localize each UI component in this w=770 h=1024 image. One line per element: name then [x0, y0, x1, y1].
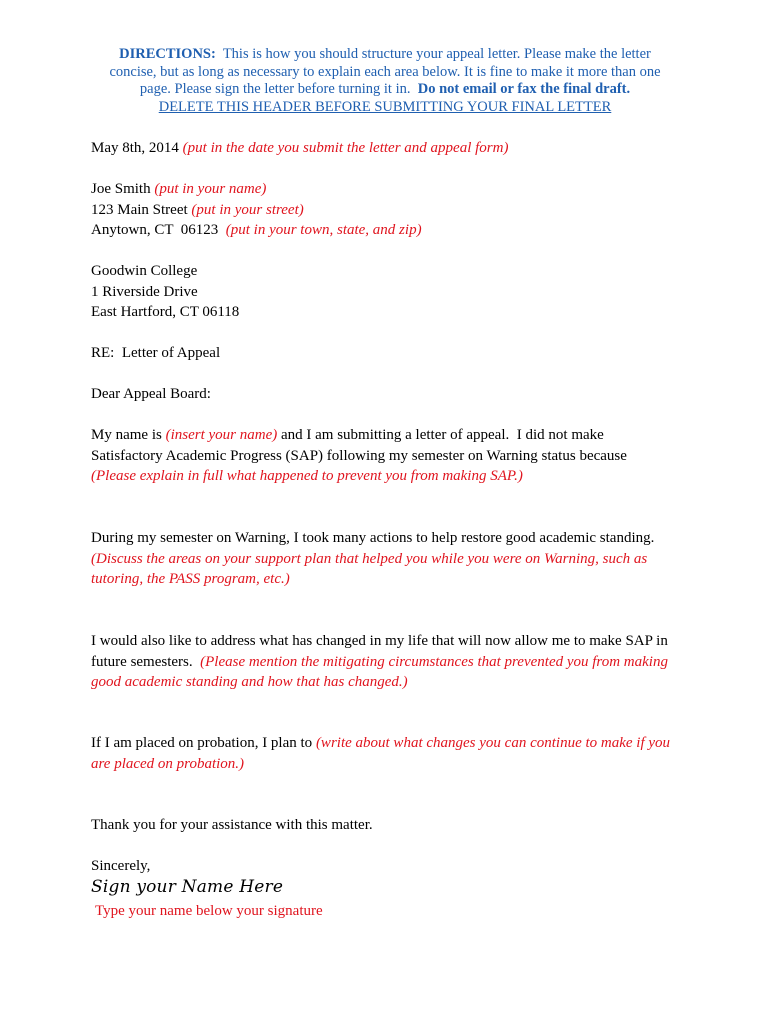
- paragraph-3-line-1: I would also like to address what has changed in my life that will now allow me to make SAP in: [91, 633, 668, 649]
- signature-placeholder: Sign your Name Here: [91, 877, 284, 897]
- salutation: Dear Appeal Board:: [91, 386, 211, 402]
- sender-city-hint: (put in your town, state, and zip): [225, 222, 422, 238]
- sender-name-hint: (put in your name): [154, 181, 267, 197]
- re-line: RE: Letter of Appeal: [91, 345, 221, 361]
- date-value: May 8th, 2014: [91, 140, 179, 156]
- paragraph-2-line-1: During my semester on Warning, I took many actions to help restore good academic standing.: [91, 530, 655, 546]
- typed-name-hint: Type your name below your signature: [95, 903, 323, 919]
- paragraph-2-hint-line-2: tutoring, the PASS program, etc.): [91, 571, 290, 587]
- thanks-line: Thank you for your assistance with this matter.: [91, 817, 373, 833]
- directions-header: [80, 46, 690, 116]
- sender-city: Anytown, CT 06123: [91, 222, 219, 238]
- paragraph-1-name-hint: (insert your name): [165, 427, 278, 443]
- directions-line-2: concise, but as long as necessary to explain each area below. It is fine to make it more than one: [109, 63, 661, 80]
- paragraph-3: [91, 631, 691, 693]
- recipient-address: [91, 261, 691, 323]
- directions-line-3: [80, 81, 690, 99]
- paragraph-1-line-1: [91, 425, 691, 446]
- directions-text-1: This is how you should structure your appeal letter. Please make the letter: [222, 46, 651, 62]
- paragraph-4-start: If I am placed on probation, I plan to: [91, 735, 313, 751]
- recipient-line-1: Goodwin College: [91, 263, 198, 279]
- delete-header-notice: DELETE THIS HEADER BEFORE SUBMITTING YOUR FINAL LETTER: [158, 98, 612, 115]
- paragraph-4-hint-line-1: (write about what changes you can continue to make if you: [315, 735, 671, 751]
- paragraph-1-explain-hint: (Please explain in full what happened to prevent you from making SAP.): [91, 468, 523, 484]
- date-line: [91, 138, 691, 159]
- paragraph-2-hint-line-1: (Discuss the areas on your support plan that helped you while you were on Warning, such as: [91, 550, 648, 567]
- paragraph-3-hint-line-1: (Please mention the mitigating circumstances that prevented you from making: [200, 653, 668, 670]
- paragraph-3-hint-line-2: good academic standing and how that has changed.): [91, 674, 408, 690]
- sender-street-hint: (put in your street): [191, 201, 304, 218]
- directions-line-1: [80, 46, 690, 64]
- date-hint: (put in the date you submit the letter and appeal form): [182, 140, 509, 156]
- directions-text-3: page. Please sign the letter before turning it in.: [139, 81, 411, 97]
- sender-street-line: [91, 200, 691, 221]
- paragraph-4: [91, 733, 691, 774]
- paragraph-1-line-2: Satisfactory Academic Progress (SAP) following my semester on Warning status because: [91, 447, 627, 464]
- directions-label: DIRECTIONS:: [119, 46, 216, 62]
- paragraph-3-line-2: [91, 652, 691, 673]
- sender-city-line: [91, 220, 691, 241]
- directions-warning: Do not email or fax the final draft.: [417, 81, 631, 97]
- paragraph-1-start: My name is: [91, 427, 162, 443]
- paragraph-2: [91, 528, 691, 590]
- paragraph-1: [91, 425, 691, 487]
- paragraph-4-hint-line-2: are placed on probation.): [91, 755, 245, 772]
- sender-name-line: [91, 179, 691, 200]
- recipient-line-3: East Hartford, CT 06118: [91, 304, 240, 320]
- sender-name: Joe Smith: [91, 181, 151, 197]
- recipient-line-2: 1 Riverside Drive: [91, 283, 198, 300]
- closing: Sincerely,: [91, 858, 151, 874]
- paragraph-4-line-1: [91, 733, 691, 754]
- sender-street: 123 Main Street: [91, 201, 188, 218]
- paragraph-3-line-2-start: future semesters.: [91, 653, 193, 670]
- paragraph-1-rest: and I am submitting a letter of appeal. I did not make: [280, 427, 604, 443]
- sender-address: [91, 179, 691, 241]
